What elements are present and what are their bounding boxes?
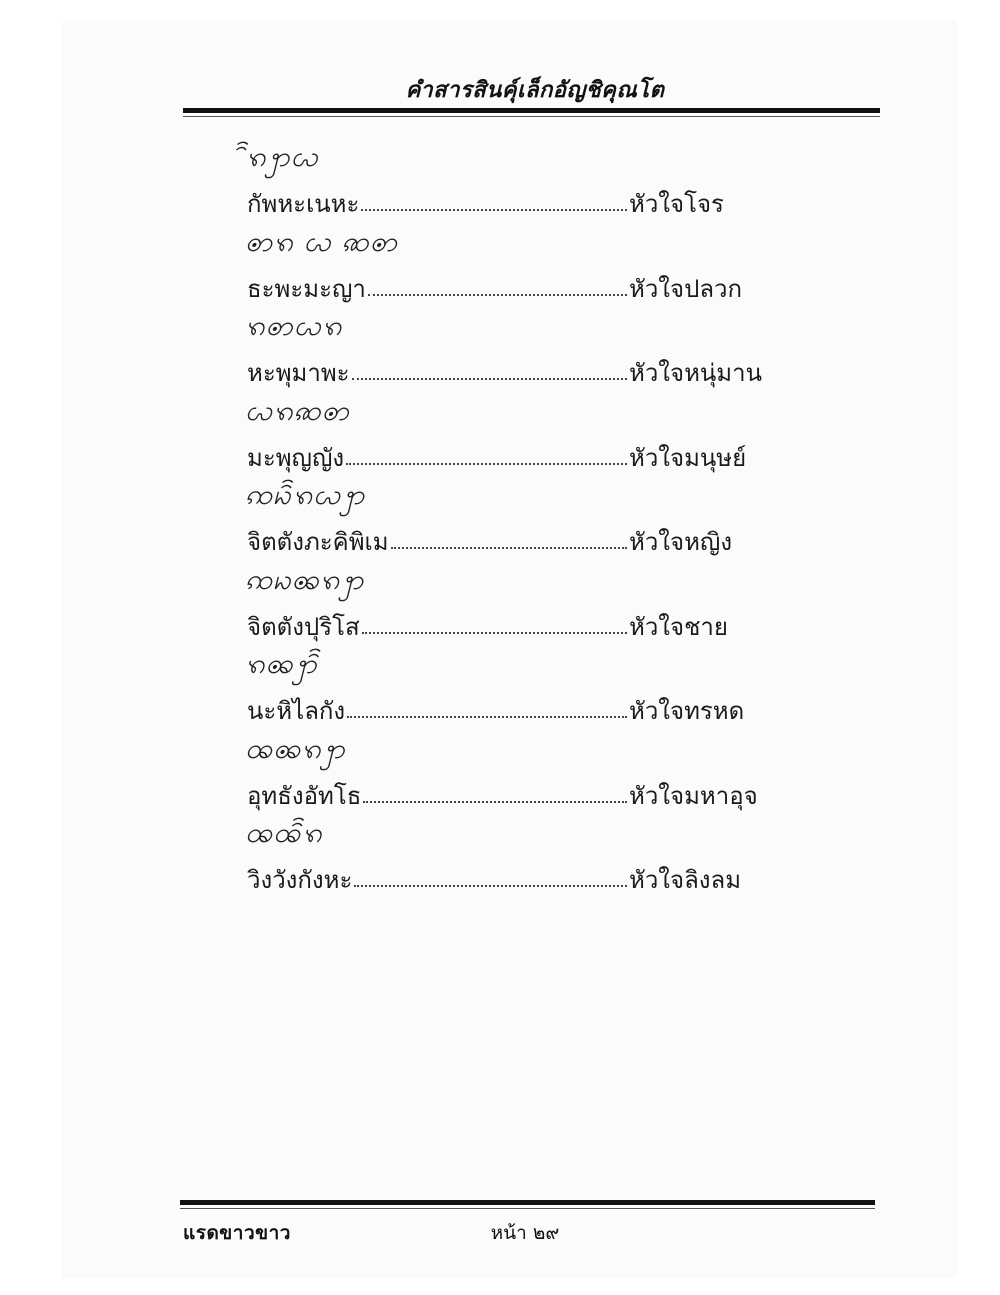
entry-row [247, 866, 747, 898]
entry-meaning: หัวใจมนุษย์ [629, 443, 747, 472]
dotted-leader [352, 358, 627, 380]
entry-row [247, 275, 747, 307]
entry-script: ꩫꩩꩭꩰ [245, 647, 319, 680]
entry-word: นะหิไลกัง [247, 697, 346, 725]
entry-meaning: หัวใจลิงลม [629, 866, 742, 894]
entry-row [247, 444, 747, 476]
entry-script: ꩰꩫꩭꩬ [245, 140, 319, 173]
footer-publisher: แรดขาวขาว [183, 1223, 291, 1244]
entry-script: ꩡꩢꩩꩫꩭ [245, 562, 365, 596]
dotted-leader [361, 189, 627, 211]
entry-word: ธะพะมะญา [247, 274, 366, 303]
page-number: หน้า ๒๙ [490, 1222, 560, 1244]
entry-meaning: หัวใจทรหด [629, 697, 745, 725]
entry-script: ꩪꩪꩰꩫ [245, 816, 323, 849]
dotted-leader [346, 443, 627, 465]
dotted-leader [363, 781, 627, 803]
entry-row [247, 359, 763, 391]
entry-list [245, 140, 765, 901]
entry-row [247, 697, 747, 729]
entry-meaning: หัวใจปลวก [629, 274, 743, 303]
entry-word: หะพุมาพะ [247, 359, 350, 387]
entry-word: วิงวังกังหะ [247, 866, 353, 894]
dotted-leader [391, 527, 627, 549]
entry-word: กัพหะเนหะ [247, 190, 360, 218]
entry-script: ꩬꩫꩣꩦ [245, 393, 350, 427]
entry-meaning: หัวใจชาย [629, 612, 728, 641]
entry-word: จิตตังภะคิพิเม [247, 528, 389, 556]
list-item [245, 478, 765, 563]
entry-meaning: หัวใจโจร [629, 190, 724, 218]
entry-row [247, 190, 747, 222]
entry-script: ꩪꩩꩫꩭ [245, 731, 346, 765]
header-rule [183, 108, 880, 113]
header-rule-thin [183, 116, 880, 117]
list-item [245, 140, 765, 225]
list-item [245, 563, 765, 648]
entry-row [247, 781, 758, 814]
dotted-leader [354, 865, 627, 887]
entry-word: มะพุญญัง [247, 443, 345, 472]
footer-rule [180, 1200, 875, 1205]
entry-row [247, 528, 747, 560]
dotted-leader [368, 274, 627, 296]
footer-rule-thin [180, 1208, 875, 1209]
list-item [245, 647, 765, 732]
entry-row [247, 613, 747, 645]
entry-meaning: หัวใจมหาอุจ [629, 781, 758, 810]
list-item [245, 225, 765, 310]
dotted-leader [362, 612, 627, 634]
list-item [245, 816, 765, 901]
page-header-title: คำสารสินคุ์เล็กอัญชิคุณโต [405, 77, 665, 103]
dotted-leader [347, 696, 627, 718]
list-item [245, 309, 765, 394]
entry-word: จิตตังปุริโส [247, 612, 360, 641]
entry-meaning: หัวใจหญิง [629, 528, 733, 556]
list-item [245, 394, 765, 479]
list-item [245, 732, 765, 817]
entry-script: ꩡꩢꩰꩫꩬꩭ [245, 478, 366, 511]
entry-script: ꩦꩫ ꩬ ꩣꩦ [245, 224, 398, 258]
entry-script: ꩫꩦꩬꩫ [245, 309, 343, 342]
entry-meaning: หัวใจหนุ่มาน [629, 359, 763, 387]
entry-word: อุทธังอัทโธ [247, 781, 362, 810]
